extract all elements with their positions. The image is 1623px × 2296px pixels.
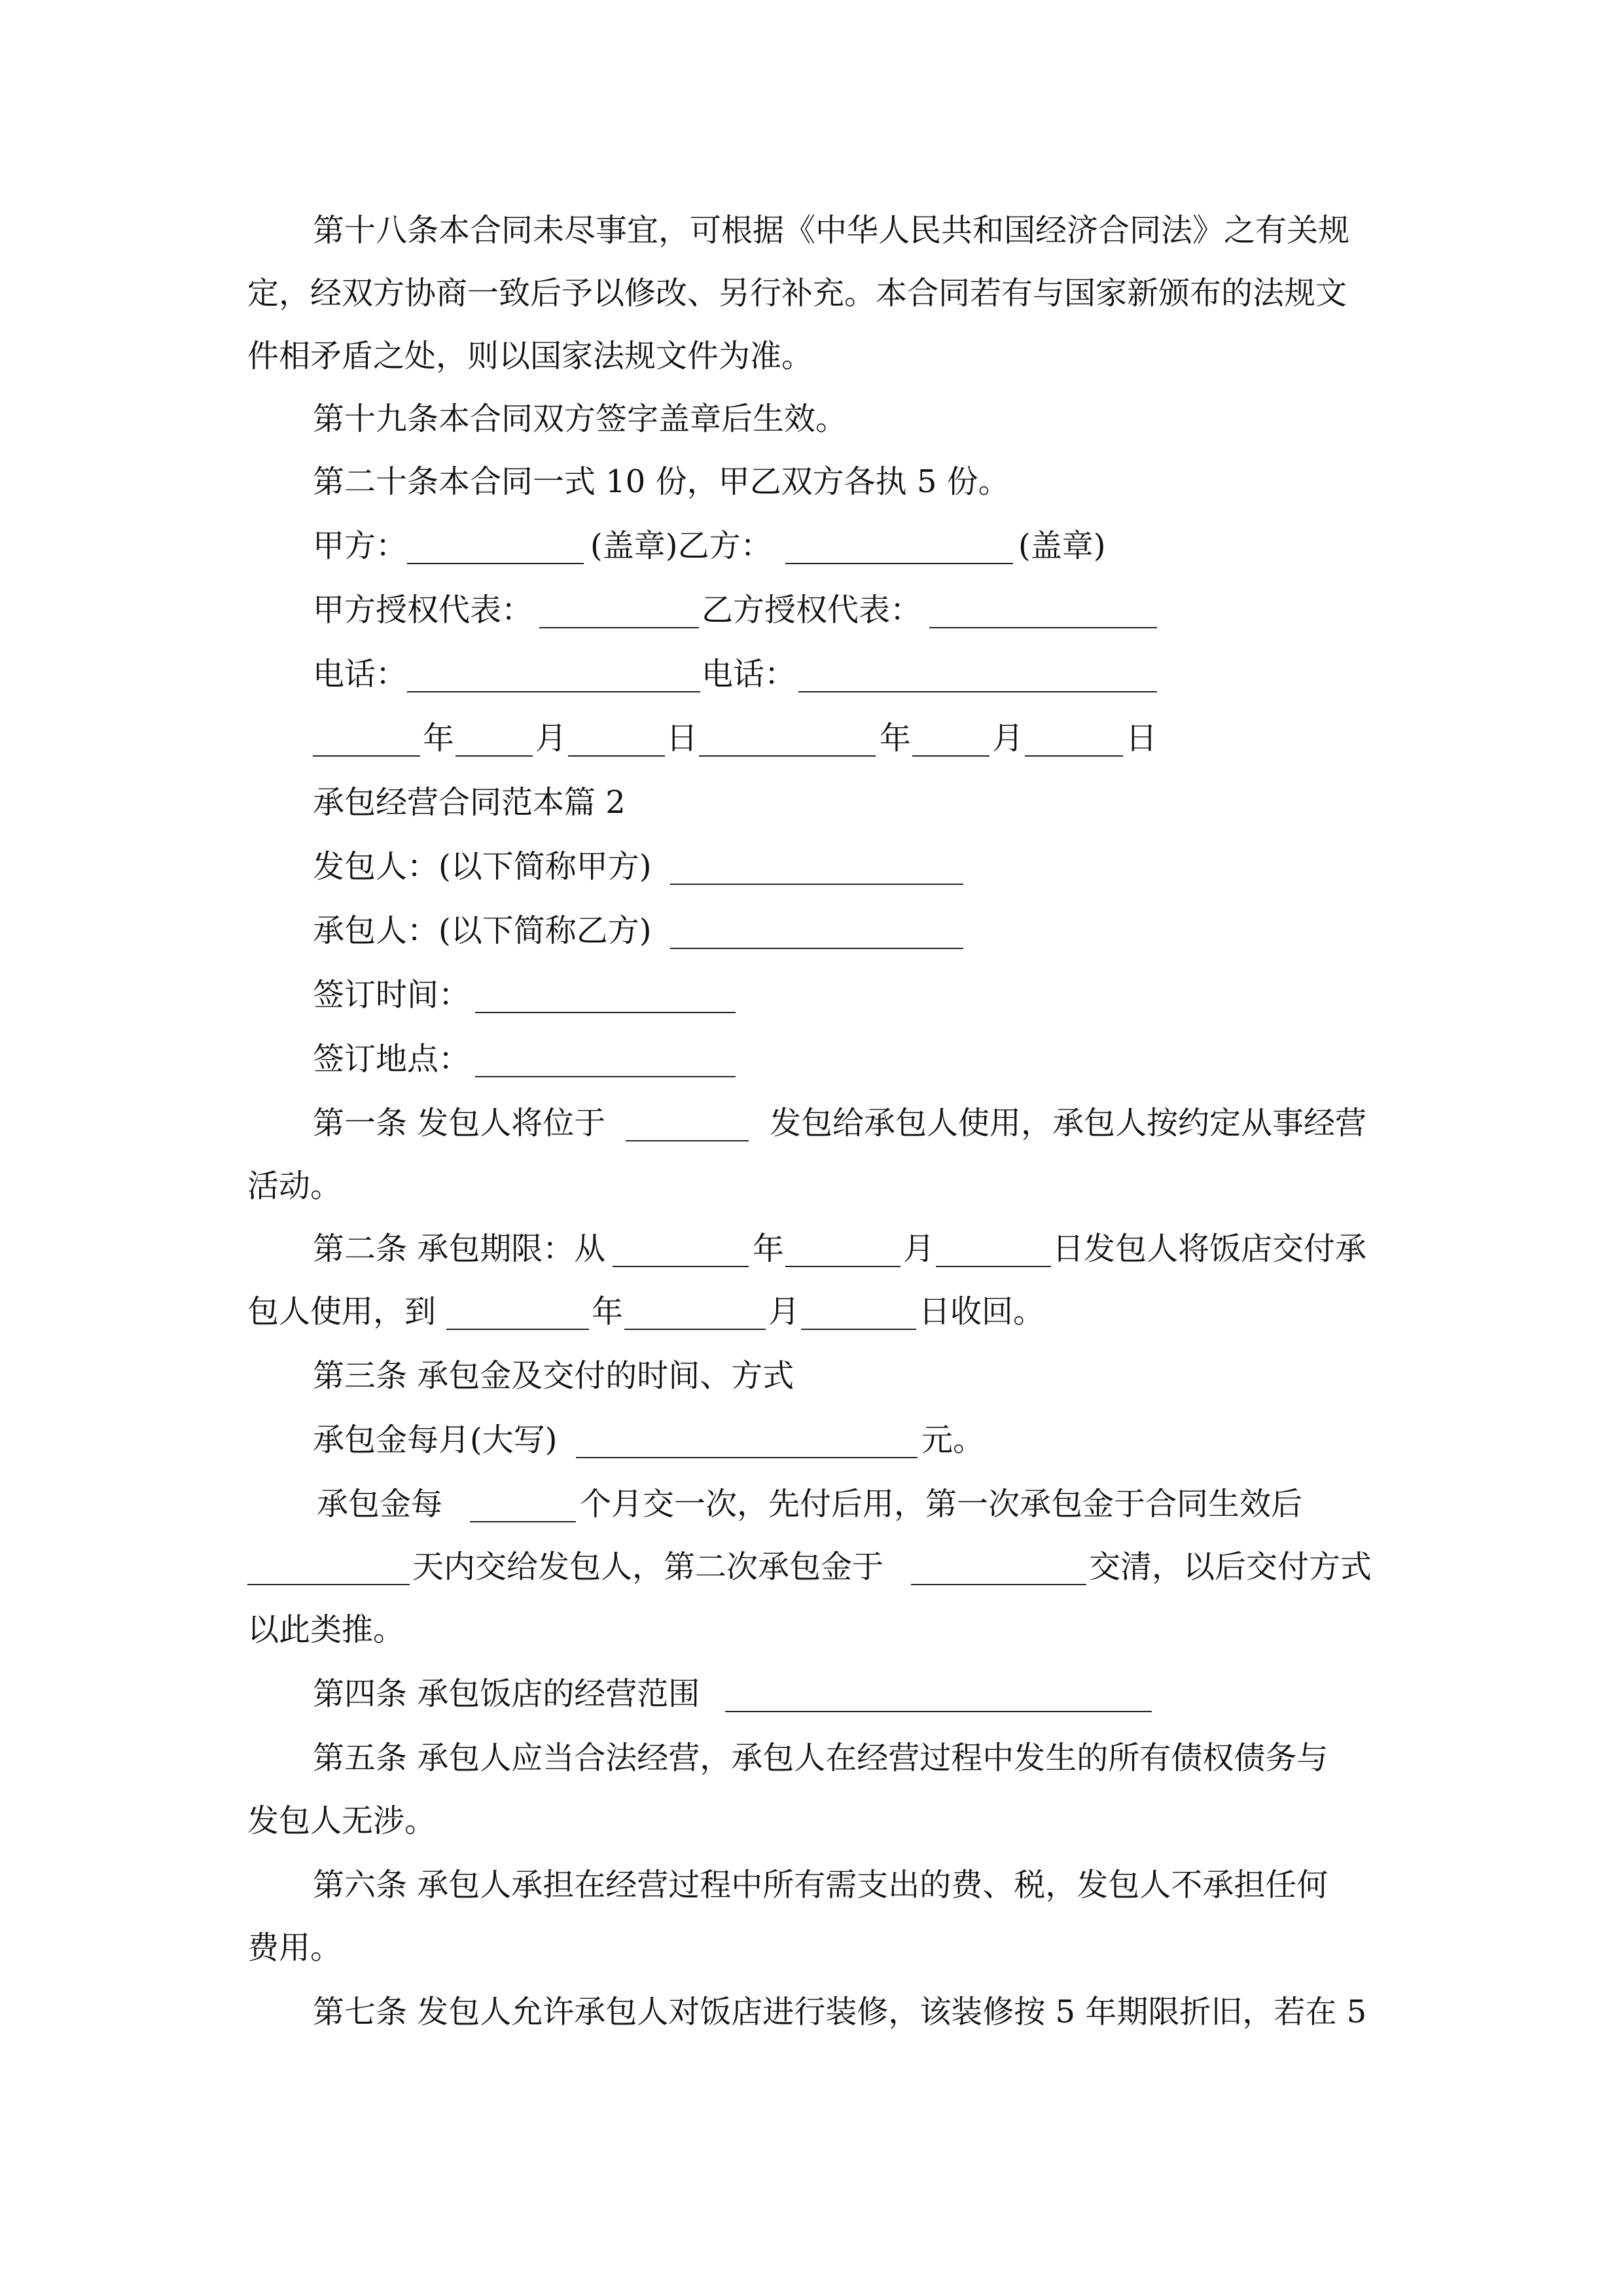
paragraph-article-6-line-2 [0,1928,1623,1967]
field-signing-time [0,975,1623,1014]
paragraph-article-2-line-2 [0,1292,1623,1331]
party-a-rep-label: 甲方授权代表： [313,592,533,628]
section-2-title-text: 承包经营合同范本篇 2 [313,784,626,821]
signing-time-label: 签订时间： [313,977,471,1013]
party-b-rep-blank [929,596,1157,628]
field-contractor [0,911,1623,950]
article-5-text-2: 发包人无涉。 [247,1803,437,1839]
date-a-year-label: 年 [423,720,455,757]
article-4-text: 第四条 承包饭店的经营范围 [313,1676,700,1712]
paragraph-article-4 [0,1674,1623,1713]
article-6-text-1: 第六条 承包人承担在经营过程中所有需支出的费、税，发包人不承担任何 [313,1867,1329,1903]
article-2-end-month-label: 月 [768,1293,800,1330]
paragraph-article-5-line-1 [0,1738,1623,1778]
article-2-end-year-blank [446,1297,589,1330]
article-2-month-label: 月 [903,1230,935,1267]
party-b-seal-label: (盖章) [1018,528,1106,564]
article-1-text-c: 活动。 [247,1168,342,1204]
signing-time-blank [475,980,736,1013]
signing-place-label: 签订地点： [313,1041,471,1077]
date-a-month-blank [455,724,533,757]
party-a-label: 甲方： [313,528,408,564]
article-3-payment-second-blank [911,1552,1086,1585]
field-signing-place [0,1039,1623,1079]
date-a-day-blank [568,724,665,757]
paragraph-article-18-line-3 [0,336,1623,376]
contractor-blank [670,916,963,949]
date-a-day-label: 日 [666,720,698,757]
signature-line-representatives [0,590,1623,630]
article-3-payment-text-d: 交清，以后交付方式 [1089,1549,1372,1585]
article-1-location-blank [626,1109,749,1141]
paragraph-article-18-line-1 [0,211,1623,250]
party-a-phone-label: 电话： [313,656,408,692]
date-b-day-label: 日 [1126,720,1158,757]
article-2-text-b: 日发包人将饭店交付承 [1052,1230,1367,1267]
article-3-payment-days-blank [247,1552,410,1585]
paragraph-article-3-payment-line-1 [0,1484,1623,1524]
paragraph-article-3-payment-line-2 [0,1547,1623,1587]
article-2-month-blank [785,1234,901,1267]
date-b-day-blank [1025,724,1123,757]
party-a-phone-blank [407,660,700,692]
article-3-payment-text-c: 天内交给发包人，第二次承包金于 [412,1549,884,1585]
article-3-payment-text-b: 个月交一次，先付后用，第一次承包金于合同生效后 [580,1486,1303,1522]
article-18-text-3: 件相矛盾之处，则以国家法规文件为准。 [247,338,813,374]
date-a-month-label: 月 [535,720,567,757]
paragraph-article-19 [0,399,1623,439]
article-3-monthly-unit: 元。 [921,1422,985,1458]
article-2-end-day-blank [801,1297,916,1330]
paragraph-article-3 [0,1356,1623,1395]
field-employer [0,847,1623,886]
article-5-text-1: 第五条 承包人应当合法经营，承包人在经营过程中发生的所有债权债务与 [313,1740,1329,1776]
party-b-phone-label: 电话： [702,656,796,692]
article-1-text-b: 发包给承包人使用，承包人按约定从事经营 [770,1105,1367,1141]
article-3-payment-text-e: 以此类推。 [247,1611,405,1648]
party-b-blank [785,531,1013,564]
section-2-title [0,783,1623,822]
paragraph-article-1-line-2 [0,1166,1623,1206]
article-2-day-blank [936,1234,1051,1267]
article-2-end-month-blank [624,1297,766,1330]
article-18-text-2: 定，经双方协商一致后予以修改、另行补充。本合同若有与国家新颁布的法规文 [247,275,1347,312]
article-2-year-blank [613,1234,749,1267]
paragraph-article-6-line-1 [0,1865,1623,1905]
party-b-phone-blank [798,660,1157,692]
article-18-text-1: 第十八条本合同未尽事宜，可根据《中华人民共和国经济合同法》之有关规 [313,212,1350,249]
party-a-rep-blank [539,596,699,628]
signature-line-phones [0,655,1623,694]
article-4-scope-blank [725,1679,1152,1712]
party-a-blank [407,531,584,564]
article-19-text: 第十九条本合同双方签字盖章后生效。 [313,401,847,437]
article-3-payment-text-a: 承包金每 [317,1486,443,1522]
signature-line-parties [0,526,1623,565]
date-b-year-label: 年 [880,720,912,757]
party-b-rep-label: 乙方授权代表： [702,592,922,628]
article-3-monthly-label: 承包金每月(大写) [313,1422,558,1458]
party-a-seal-label: (盖章)乙方： [590,528,772,564]
paragraph-article-5-line-2 [0,1801,1623,1840]
article-3-payment-months-blank [470,1490,576,1522]
paragraph-article-3-monthly [0,1420,1623,1460]
employer-label: 发包人：(以下简称甲方) [313,848,652,885]
article-2-end-year-label: 年 [592,1293,624,1330]
date-b-month-label: 月 [992,720,1024,757]
article-2-text-d: 日收回。 [919,1293,1045,1330]
article-2-text-c: 包人使用，到 [247,1293,437,1330]
article-20-text: 第二十条本合同一式 10 份，甲乙双方各执 5 份。 [313,463,1010,500]
contractor-label: 承包人：(以下简称乙方) [313,912,652,949]
article-2-text-a: 第二条 承包期限：从 [313,1230,606,1267]
date-a-year-blank [313,724,420,757]
paragraph-article-3-payment-line-3 [0,1610,1623,1649]
signature-line-dates [0,719,1623,758]
employer-blank [670,852,963,885]
paragraph-article-7-line-1 [0,1992,1623,2032]
article-1-text-a: 第一条 发包人将位于 [313,1105,606,1141]
date-b-year-blank [699,724,876,757]
article-6-text-2: 费用。 [247,1929,342,1966]
paragraph-article-1-line-1 [0,1103,1623,1143]
paragraph-article-18-line-2 [0,274,1623,313]
paragraph-article-2-line-1 [0,1229,1623,1268]
signing-place-blank [475,1045,736,1077]
article-3-text: 第三条 承包金及交付的时间、方式 [313,1357,794,1394]
paragraph-article-20 [0,462,1623,501]
date-b-month-blank [912,724,990,757]
article-2-year-label: 年 [753,1230,785,1267]
article-7-text-1: 第七条 发包人允许承包人对饭店进行装修，该装修按 5 年期限折旧，若在 5 [313,1994,1367,2030]
article-3-monthly-blank [576,1426,918,1458]
